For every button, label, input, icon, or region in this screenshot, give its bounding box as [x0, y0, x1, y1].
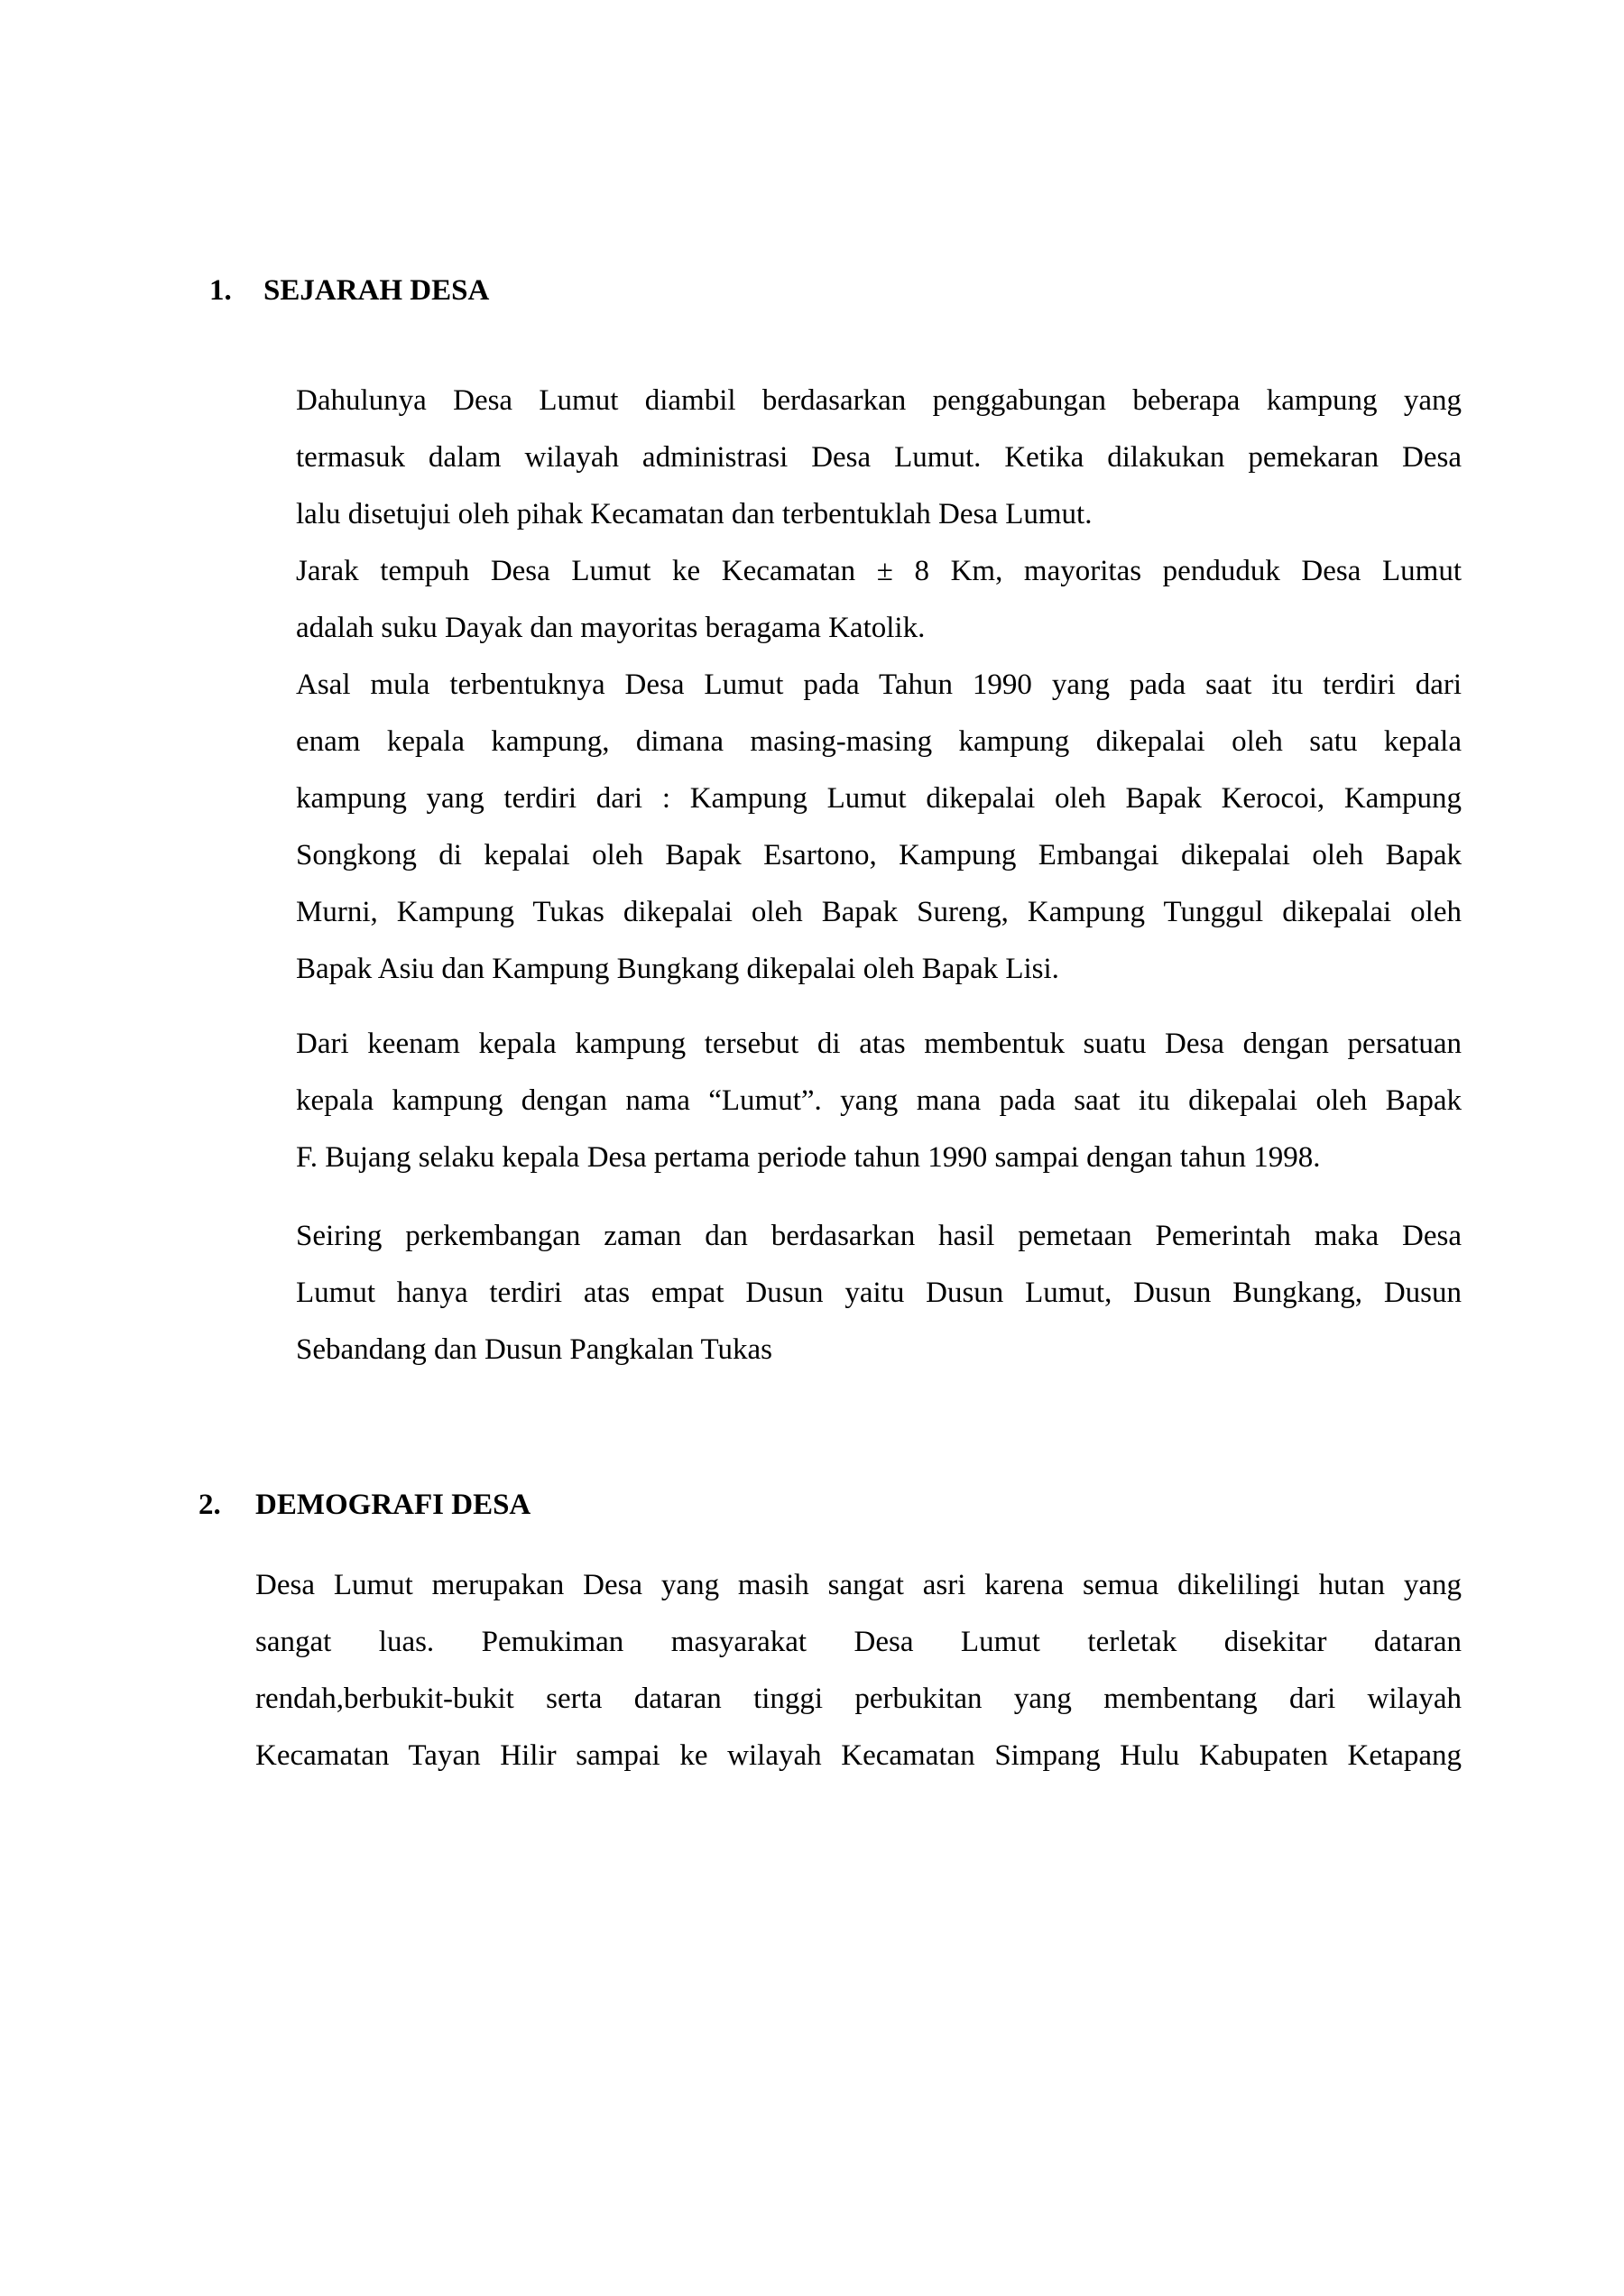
text-line: Desa Lumut merupakan Desa yang masih sangat asri karena semua dikelilingi hutan yang — [255, 1569, 1462, 1601]
section-2-paragraph-1 — [255, 1557, 1462, 1784]
text-line: F. Bujang selaku kepala Desa pertama periode tahun 1990 sampai dengan tahun 1998. — [296, 1141, 1321, 1174]
section-1-paragraph-3 — [296, 1208, 1462, 1379]
text-line: Jarak tempuh Desa Lumut ke Kecamatan ± 8 Km, mayoritas penduduk Desa Lumut — [296, 555, 1462, 587]
text-line: Sebandang dan Dusun Pangkalan Tukas — [296, 1333, 772, 1366]
text-line: Dari keenam kepala kampung tersebut di atas membentuk suatu Desa dengan persatuan — [296, 1028, 1462, 1060]
section-title: DEMOGRAFI DESA — [255, 1489, 531, 1521]
text-line: sangat luas. Pemukiman masyarakat Desa Lumut terletak disekitar dataran — [255, 1626, 1462, 1658]
text-line: Murni, Kampung Tukas dikepalai oleh Bapak Sureng, Kampung Tunggul dikepalai oleh — [296, 896, 1462, 928]
text-line: Bapak Asiu dan Kampung Bungkang dikepalai oleh Bapak Lisi. — [296, 953, 1059, 985]
text-line: Seiring perkembangan zaman dan berdasarkan hasil pemetaan Pemerintah maka Desa — [296, 1220, 1462, 1252]
text-line: termasuk dalam wilayah administrasi Desa Lumut. Ketika dilakukan pemekaran Desa — [296, 441, 1462, 474]
text-line: Kecamatan Tayan Hilir sampai ke wilayah Kecamatan Simpang Hulu Kabupaten Ketapang — [255, 1739, 1462, 1772]
text-line: lalu disetujui oleh pihak Kecamatan dan terbentuklah Desa Lumut. — [296, 498, 1093, 530]
text-line: Asal mula terbentuknya Desa Lumut pada Tahun 1990 yang pada saat itu terdiri dari — [296, 669, 1462, 701]
section-number: 1. — [209, 274, 232, 307]
section-number: 2. — [198, 1489, 221, 1521]
section-1-paragraph-1 — [296, 373, 1462, 998]
section-1-heading — [209, 272, 489, 309]
text-line: Lumut hanya terdiri atas empat Dusun yaitu Dusun Lumut, Dusun Bungkang, Dusun — [296, 1277, 1462, 1309]
text-line: enam kepala kampung, dimana masing-masing kampung dikepalai oleh satu kepala — [296, 725, 1462, 758]
text-line: Songkong di kepalai oleh Bapak Esartono, Kampung Embangai dikepalai oleh Bapak — [296, 839, 1462, 871]
section-1-paragraph-2 — [296, 1016, 1462, 1186]
text-line: kepala kampung dengan nama “Lumut”. yang mana pada saat itu dikepalai oleh Bapak — [296, 1084, 1462, 1117]
text-line: rendah,berbukit-bukit serta dataran tinggi perbukitan yang membentang dari wilayah — [255, 1683, 1462, 1715]
section-title: SEJARAH DESA — [263, 274, 490, 307]
text-line: adalah suku Dayak dan mayoritas beragama Katolik. — [296, 612, 926, 644]
section-2-heading — [198, 1487, 531, 1523]
text-line: kampung yang terdiri dari : Kampung Lumut dikepalai oleh Bapak Kerocoi, Kampung — [296, 782, 1462, 815]
text-line: Dahulunya Desa Lumut diambil berdasarkan penggabungan beberapa kampung yang — [296, 384, 1462, 417]
